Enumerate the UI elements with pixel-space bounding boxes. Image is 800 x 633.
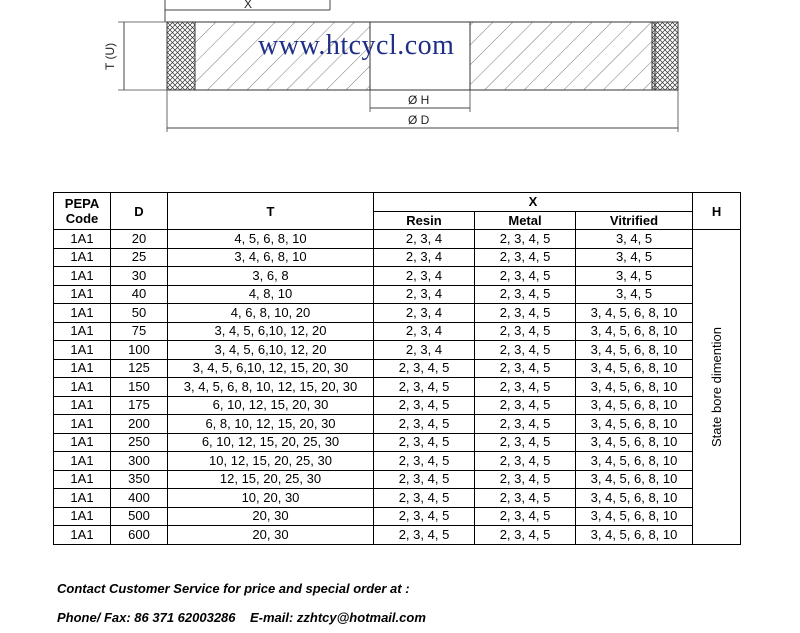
cell-d: 200 xyxy=(111,415,168,434)
cell-t: 3, 6, 8 xyxy=(168,267,374,286)
cell-metal: 2, 3, 4, 5 xyxy=(475,470,576,489)
cell-metal: 2, 3, 4, 5 xyxy=(475,415,576,434)
specification-table xyxy=(53,192,741,545)
cell-metal: 2, 3, 4, 5 xyxy=(475,230,576,249)
cell-d: 75 xyxy=(111,322,168,341)
cell-t: 20, 30 xyxy=(168,526,374,545)
table-row xyxy=(54,378,741,397)
header-d: D xyxy=(111,193,168,230)
table-body xyxy=(54,230,741,545)
cell-t: 6, 10, 12, 15, 20, 30 xyxy=(168,396,374,415)
cell-d: 50 xyxy=(111,304,168,323)
cell-vitrified: 3, 4, 5, 6, 8, 10 xyxy=(576,304,693,323)
cell-code: 1A1 xyxy=(54,433,111,452)
cell-code: 1A1 xyxy=(54,452,111,471)
cell-t: 3, 4, 5, 6,10, 12, 20 xyxy=(168,341,374,360)
cell-metal: 2, 3, 4, 5 xyxy=(475,341,576,360)
dim-h-label: Ø H xyxy=(408,93,430,107)
cell-metal: 2, 3, 4, 5 xyxy=(475,248,576,267)
table-row xyxy=(54,359,741,378)
table-row xyxy=(54,415,741,434)
cell-code: 1A1 xyxy=(54,341,111,360)
cell-resin: 2, 3, 4 xyxy=(374,285,475,304)
cell-t: 3, 4, 5, 6, 8, 10, 12, 15, 20, 30 xyxy=(168,378,374,397)
cell-d: 250 xyxy=(111,433,168,452)
cell-vitrified: 3, 4, 5, 6, 8, 10 xyxy=(576,470,693,489)
cell-metal: 2, 3, 4, 5 xyxy=(475,489,576,508)
cell-resin: 2, 3, 4, 5 xyxy=(374,526,475,545)
cell-vitrified: 3, 4, 5, 6, 8, 10 xyxy=(576,433,693,452)
table-row xyxy=(54,526,741,545)
cell-code: 1A1 xyxy=(54,248,111,267)
cell-d: 500 xyxy=(111,507,168,526)
cell-code: 1A1 xyxy=(54,359,111,378)
wheel-dimension-drawing xyxy=(0,0,800,160)
cell-t: 10, 20, 30 xyxy=(168,489,374,508)
table-row xyxy=(54,322,741,341)
cell-t: 4, 6, 8, 10, 20 xyxy=(168,304,374,323)
cell-d: 150 xyxy=(111,378,168,397)
table-row xyxy=(54,285,741,304)
table-row xyxy=(54,452,741,471)
cell-code: 1A1 xyxy=(54,322,111,341)
cell-metal: 2, 3, 4, 5 xyxy=(475,285,576,304)
header-metal: Metal xyxy=(475,211,576,230)
contact-line: Contact Customer Service for price and special order at : xyxy=(57,581,410,596)
cell-d: 125 xyxy=(111,359,168,378)
cell-t: 12, 15, 20, 25, 30 xyxy=(168,470,374,489)
cell-code: 1A1 xyxy=(54,304,111,323)
cell-code: 1A1 xyxy=(54,378,111,397)
cell-metal: 2, 3, 4, 5 xyxy=(475,267,576,286)
cell-metal: 2, 3, 4, 5 xyxy=(475,304,576,323)
cell-resin: 2, 3, 4, 5 xyxy=(374,452,475,471)
cell-metal: 2, 3, 4, 5 xyxy=(475,378,576,397)
cell-resin: 2, 3, 4 xyxy=(374,341,475,360)
table-row xyxy=(54,470,741,489)
cell-vitrified: 3, 4, 5, 6, 8, 10 xyxy=(576,526,693,545)
cell-resin: 2, 3, 4 xyxy=(374,230,475,249)
header-t: T xyxy=(168,193,374,230)
abrasive-rim-left xyxy=(167,22,195,90)
cell-vitrified: 3, 4, 5, 6, 8, 10 xyxy=(576,378,693,397)
dim-d-label: Ø D xyxy=(408,113,430,127)
cell-resin: 2, 3, 4, 5 xyxy=(374,489,475,508)
header-h: H xyxy=(693,193,741,230)
table-row xyxy=(54,341,741,360)
cell-vitrified: 3, 4, 5 xyxy=(576,267,693,286)
cell-d: 350 xyxy=(111,470,168,489)
cell-code: 1A1 xyxy=(54,526,111,545)
cell-t: 10, 12, 15, 20, 25, 30 xyxy=(168,452,374,471)
cell-t: 3, 4, 5, 6,10, 12, 20 xyxy=(168,322,374,341)
cell-t: 3, 4, 5, 6,10, 12, 15, 20, 30 xyxy=(168,359,374,378)
h-note-text: State bore dimention xyxy=(708,326,724,447)
h-note-cell xyxy=(693,230,741,545)
cell-resin: 2, 3, 4 xyxy=(374,248,475,267)
cell-metal: 2, 3, 4, 5 xyxy=(475,396,576,415)
table-row xyxy=(54,489,741,508)
cell-d: 300 xyxy=(111,452,168,471)
cell-d: 100 xyxy=(111,341,168,360)
cell-resin: 2, 3, 4, 5 xyxy=(374,396,475,415)
cell-d: 600 xyxy=(111,526,168,545)
cell-resin: 2, 3, 4, 5 xyxy=(374,433,475,452)
cell-vitrified: 3, 4, 5 xyxy=(576,230,693,249)
cell-code: 1A1 xyxy=(54,230,111,249)
cell-resin: 2, 3, 4, 5 xyxy=(374,359,475,378)
cell-resin: 2, 3, 4 xyxy=(374,267,475,286)
header-vitrified: Vitrified xyxy=(576,211,693,230)
cell-metal: 2, 3, 4, 5 xyxy=(475,322,576,341)
cell-vitrified: 3, 4, 5 xyxy=(576,285,693,304)
table-row xyxy=(54,396,741,415)
cell-d: 20 xyxy=(111,230,168,249)
cell-resin: 2, 3, 4, 5 xyxy=(374,415,475,434)
cell-d: 175 xyxy=(111,396,168,415)
cell-vitrified: 3, 4, 5, 6, 8, 10 xyxy=(576,359,693,378)
cell-t: 6, 8, 10, 12, 15, 20, 30 xyxy=(168,415,374,434)
cell-t: 4, 8, 10 xyxy=(168,285,374,304)
cell-t: 4, 5, 6, 8, 10 xyxy=(168,230,374,249)
cell-vitrified: 3, 4, 5 xyxy=(576,248,693,267)
cell-metal: 2, 3, 4, 5 xyxy=(475,433,576,452)
cell-resin: 2, 3, 4, 5 xyxy=(374,507,475,526)
cell-vitrified: 3, 4, 5, 6, 8, 10 xyxy=(576,396,693,415)
cell-vitrified: 3, 4, 5, 6, 8, 10 xyxy=(576,489,693,508)
cell-d: 40 xyxy=(111,285,168,304)
cell-resin: 2, 3, 4, 5 xyxy=(374,470,475,489)
cell-metal: 2, 3, 4, 5 xyxy=(475,452,576,471)
cell-d: 25 xyxy=(111,248,168,267)
cell-resin: 2, 3, 4 xyxy=(374,304,475,323)
table-row xyxy=(54,267,741,286)
cell-metal: 2, 3, 4, 5 xyxy=(475,359,576,378)
table-row xyxy=(54,304,741,323)
cell-vitrified: 3, 4, 5, 6, 8, 10 xyxy=(576,341,693,360)
cell-code: 1A1 xyxy=(54,396,111,415)
header-x: X xyxy=(374,193,693,212)
dim-t-label: T (U) xyxy=(103,42,117,70)
table-row xyxy=(54,230,741,249)
watermark-text: www.htcycl.com xyxy=(258,30,455,61)
cell-t: 20, 30 xyxy=(168,507,374,526)
wheel-right-body xyxy=(470,22,655,90)
cell-code: 1A1 xyxy=(54,267,111,286)
cell-code: 1A1 xyxy=(54,507,111,526)
cell-code: 1A1 xyxy=(54,470,111,489)
cell-resin: 2, 3, 4, 5 xyxy=(374,378,475,397)
cell-d: 30 xyxy=(111,267,168,286)
header-pepa-code: PEPA Code xyxy=(54,193,111,230)
dim-x-label: X xyxy=(244,0,253,11)
cell-code: 1A1 xyxy=(54,415,111,434)
cell-metal: 2, 3, 4, 5 xyxy=(475,526,576,545)
cell-vitrified: 3, 4, 5, 6, 8, 10 xyxy=(576,452,693,471)
phone-email-line: Phone/ Fax: 86 371 62003286 E-mail: zzhtcy@hotmail.com xyxy=(57,610,426,625)
table-row xyxy=(54,248,741,267)
cell-vitrified: 3, 4, 5, 6, 8, 10 xyxy=(576,415,693,434)
cell-vitrified: 3, 4, 5, 6, 8, 10 xyxy=(576,507,693,526)
cell-code: 1A1 xyxy=(54,489,111,508)
cell-t: 6, 10, 12, 15, 20, 25, 30 xyxy=(168,433,374,452)
cell-code: 1A1 xyxy=(54,285,111,304)
cell-d: 400 xyxy=(111,489,168,508)
cell-metal: 2, 3, 4, 5 xyxy=(475,507,576,526)
header-resin: Resin xyxy=(374,211,475,230)
abrasive-rim-right xyxy=(652,22,678,90)
table-row xyxy=(54,433,741,452)
cell-resin: 2, 3, 4 xyxy=(374,322,475,341)
table-row xyxy=(54,507,741,526)
cell-vitrified: 3, 4, 5, 6, 8, 10 xyxy=(576,322,693,341)
cell-t: 3, 4, 6, 8, 10 xyxy=(168,248,374,267)
